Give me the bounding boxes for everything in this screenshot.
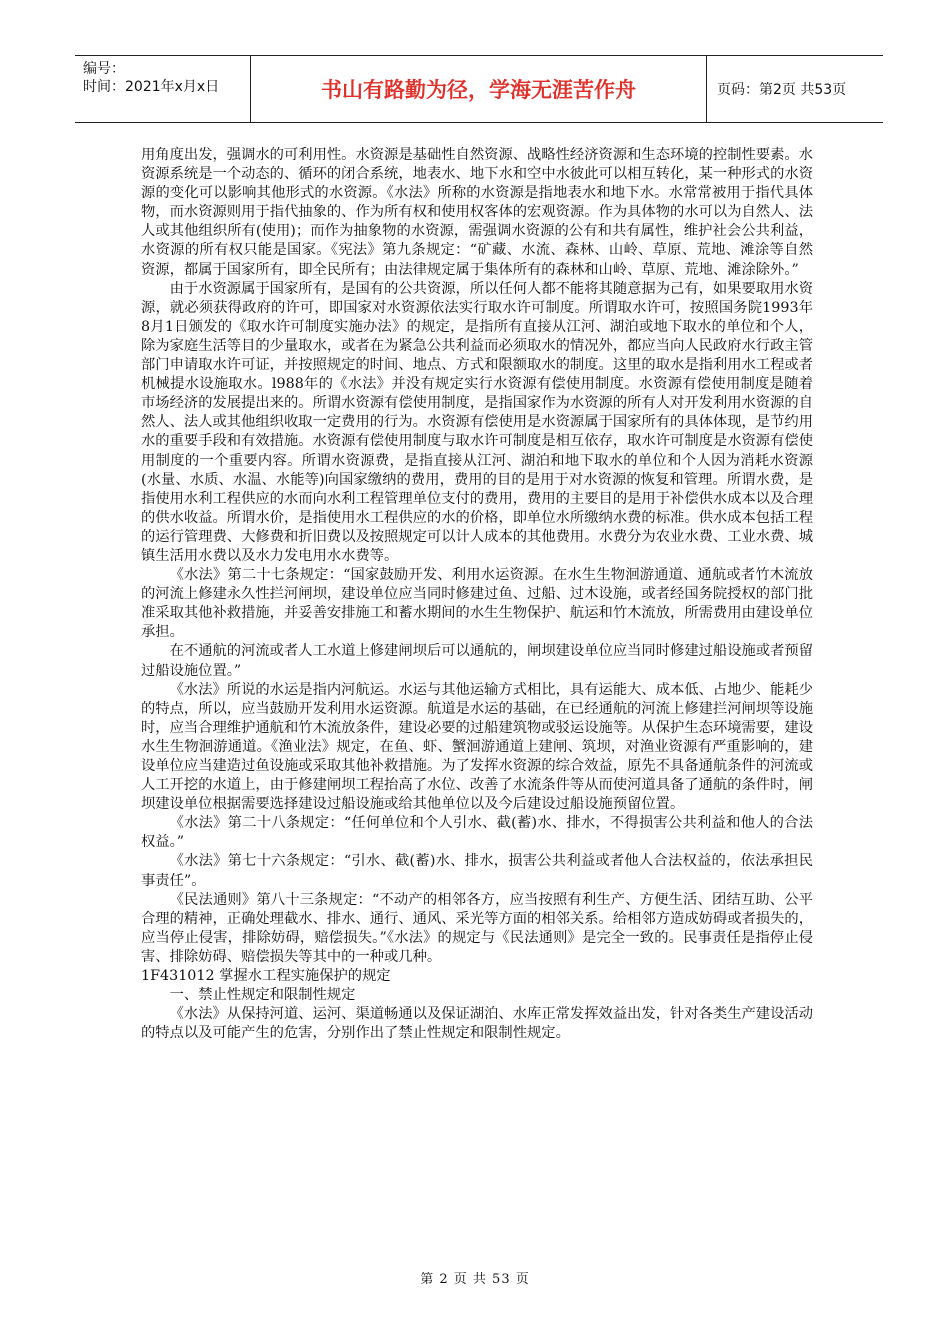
header-motto: 书山有路勤为径，学海无涯苦作舟: [250, 56, 707, 122]
page-header: [75, 55, 883, 123]
document-body: [141, 146, 813, 1043]
paragraph: 《水法》所说的水运是指内河航运。水运与其他运输方式相比，具有运能大、成本低、占地少、能耗少的特点，所以，应当鼓励开发利用水运资源。航道是水运的基础，在已经通航的河流上修建拦河闸坝等设施时，应当合理维护通航和竹木流放条件，建设必要的过船建筑物或驳运设施等。从保护生态环境需要，建设水生生物洄游通道。《渔业法》规定，在鱼、虾、蟹洄游通道上建闸、筑坝，对渔业资源有严重影响的，建设单位应当建造过鱼设施或采取其他补救措施。为了发挥水资源的综合效益，原先不具备通航条件的河流或人工开挖的水道上，由于修建闸坝工程抬高了水位、改善了水流条件等从而使河道具备了通航的条件时，闸坝建设单位根据需要选择建设过船设施或给其他单位以及今后建设过船设施预留位置。: [141, 681, 813, 813]
number-label: 编号：: [83, 61, 125, 77]
paragraph: 《水法》第二十八条规定：“任何单位和个人引水、截(蓄)水、排水，不得损害公共利益和他人的合法权益。”: [141, 815, 813, 851]
header-meta: [75, 56, 250, 122]
header-page-info: 页码：第2页 共53页: [717, 82, 847, 98]
paragraph: 在不通航的河流或者人工水道上修建闸坝后可以通航的，闸坝建设单位应当同时修建过船设施或者预留过船设施位置。”: [141, 643, 813, 679]
paragraph: 《民法通则》第八十三条规定：“不动产的相邻各方，应当按照有利生产、方便生活、团结互助、公平合理的精神，正确处理截水、排水、通行、通风、采光等方面的相邻关系。给相邻方造成妨碍或者损失的，应当停止侵害，排除妨碍，赔偿损失。”《水法》的规定与《民法通则》是完全一致的。民事责任是指停止侵害、排除妨碍、赔偿损失等其中的一种或几种。: [141, 891, 813, 965]
section-heading: 1F431012 掌握水工程实施保护的规定: [141, 968, 391, 985]
paragraph: 用角度出发，强调水的可利用性。水资源是基础性自然资源、战略性经济资源和生态环境的控制性要素。水资源系统是一个动态的、循环的闭合系统，地表水、地下水和空中水彼此可以相互转化，某一种形式的水资源的变化可以影响其他形式的水资源。《水法》所称的水资源是指地表水和地下水。水常常被用于指代具体物，而水资源则用于指代抽象的、作为所有权和使用权客体的宏观资源。作为具体物的水可以为自然人、法人或其他组织所有(使用)；而作为抽象物的水资源，需强调水资源的公有和共有属性，维护社会公共利益，水资源的所有权只能是国家。《宪法》第九条规定：“矿藏、水流、森林、山岭、草原、荒地、滩涂等自然资源，都属于国家所有，即全民所有；由法律规定属于集体所有的森林和山岭、草原、荒地、滩涂除外。”: [141, 147, 813, 278]
paragraph: 《水法》从保持河道、运河、渠道畅通以及保证湖泊、水库正常发挥效益出发，针对各类生产建设活动的特点以及可能产生的危害，分别作出了禁止性规定和限制性规定。: [141, 1006, 813, 1042]
paragraph: 《水法》第二十七条规定：“国家鼓励开发、利用水运资源。在水生生物洄游通道、通航或者竹木流放的河流上修建永久性拦河闸坝，建设单位应当同时修建过鱼、过船、过木设施，或者经国务院授权的部门批准采取其他补救措施，并妥善安排施工和蓄水期间的水生生物保护、航运和竹木流放，所需费用由建设单位承担。: [141, 567, 813, 641]
paragraph: 《水法》第七十六条规定：“引水、截(蓄)水、排水，损害公共利益或者他人合法权益的，依法承担民事责任”。: [141, 853, 813, 889]
page-footer: 第 2 页 共 53 页: [420, 1272, 530, 1287]
subsection-heading: 一、禁止性规定和限制性规定: [169, 987, 356, 1004]
time-label: 时间：2021年x月x日: [83, 79, 220, 95]
paragraph: 由于水资源属于国家所有，是国有的公共资源，所以任何人都不能将其随意据为己有，如果要取用水资源，就必须获得政府的许可，即国家对水资源依法实行取水许可制度。所谓取水许可，按照国务院1993年8月1日颁发的《取水许可制度实施办法》的规定，是指所有直接从江河、湖泊或地下取水的单位和个人，除为家庭生活等目的少量取水，或者在为紧急公共利益而必须取水的情况外，都应当向人民政府水行政主管部门申请取水许可证，并按照规定的时间、地点、方式和限额取水的制度。这里的取水是指利用水工程或者机械提水设施取水。l988年的《水法》并没有规定实行水资源有偿使用制度。水资源有偿使用制度是随着市场经济的发展提出来的。所谓水资源有偿使用制度，是指国家作为水资源的所有人对开发利用水资源的自然人、法人或其他组织收取一定费用的行为。水资源有偿使用是水资源属于国家所有的具体体现，是节约用水的重要手段和有效措施。水资源有偿使用制度与取水许可制度是相互依存，取水许可制度是水资源有偿使用制度的一个重要内容。所谓水资源费，是指直接从江河、湖泊和地下取水的单位和个人因为消耗水资源(水量、水质、水温、水能等)向国家缴纳的费用，费用的目的是用于对水资源的恢复和管理。所谓水费，是指使用水利工程供应的水而向水利工程管理单位支付的费用，费用的主要目的是用于补偿供水成本以及合理的供水收益。所谓水价，是指使用水工程供应的水的价格，即单位水所缴纳水费的标准。供水成本包括工程的运行管理费、大修费和折旧费以及按照规定可以计人成本的其他费用。水费分为农业水费、工业水费、城镇生活用水费以及水力发电用水水费等。: [141, 280, 813, 564]
